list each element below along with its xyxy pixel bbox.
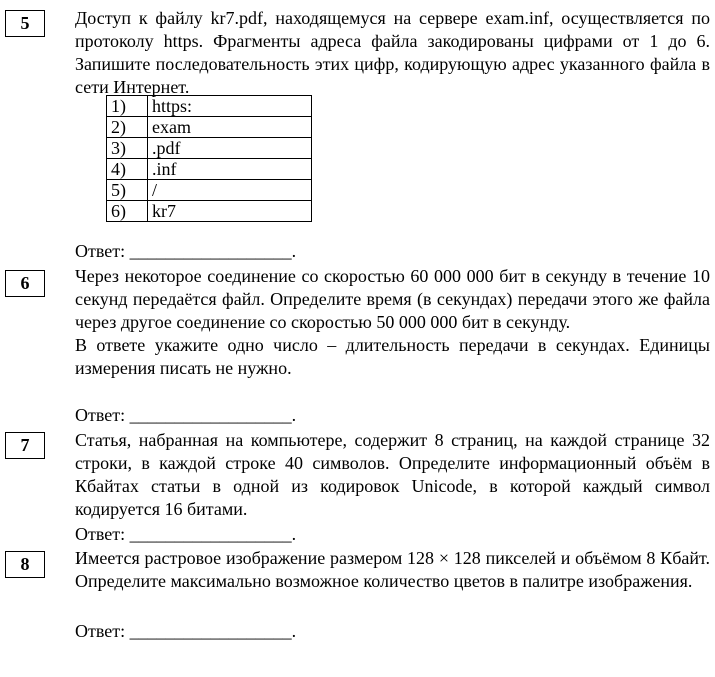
question-number-8: 8 bbox=[5, 551, 45, 578]
question-number-5: 5 bbox=[5, 10, 45, 37]
fragment-cell: / bbox=[148, 180, 312, 201]
code-cell: 5) bbox=[107, 180, 148, 201]
question-6-paragraph-1: Через некоторое соединение со скоростью 60 000 000 бит в секунду в течение 10 секунд передаётся файл. Определите время (в секундах) передачи этого же файла через другое соединение со скоростью 50 000 000 бит в секунду. bbox=[75, 266, 710, 332]
fragment-cell: kr7 bbox=[148, 201, 312, 222]
question-number-7: 7 bbox=[5, 432, 45, 459]
fragment-cell: .pdf bbox=[148, 138, 312, 159]
table-row bbox=[107, 117, 312, 138]
question-8-text: Имеется растровое изображение размером 128 × 128 пикселей и объёмом 8 Кбайт. Определите максимально возможное количество цветов в палитре изображения. bbox=[75, 548, 710, 591]
code-cell: 6) bbox=[107, 201, 148, 222]
fragment-cell: .inf bbox=[148, 159, 312, 180]
table-row bbox=[107, 201, 312, 222]
answer-line-7[interactable]: Ответ: __________________. bbox=[75, 524, 297, 544]
table-row bbox=[107, 180, 312, 201]
answer-line-8[interactable]: Ответ: __________________. bbox=[75, 621, 297, 641]
code-cell: 4) bbox=[107, 159, 148, 180]
table-row bbox=[107, 138, 312, 159]
fragment-cell: https: bbox=[148, 96, 312, 117]
code-cell: 2) bbox=[107, 117, 148, 138]
answer-line-5[interactable]: Ответ: __________________. bbox=[75, 241, 297, 261]
answer-line-6[interactable]: Ответ: __________________. bbox=[75, 405, 297, 425]
table-row bbox=[107, 96, 312, 117]
fragment-cell: exam bbox=[148, 117, 312, 138]
question-6-text bbox=[75, 265, 710, 380]
question-number-6: 6 bbox=[5, 270, 45, 297]
question-7-text: Статья, набранная на компьютере, содержит 8 страниц, на каждой странице 32 строки, в каждой строке 40 символов. Определите информационный объём в Кбайтах статьи в одной из кодировок Unicode, в которой каждый символ кодируется 16 битами. bbox=[75, 430, 710, 519]
question-6-paragraph-2: В ответе укажите одно число – длительность передачи в секундах. Единицы измерения писать не нужно. bbox=[75, 335, 710, 378]
code-cell: 3) bbox=[107, 138, 148, 159]
code-cell: 1) bbox=[107, 96, 148, 117]
question-5-text: Доступ к файлу kr7.pdf, находящемуся на сервере exam.inf, осуществляется по протоколу https. Фрагменты адреса файла закодированы цифрами от 1 до 6. Запишите последовательность этих цифр, кодирующую адрес указанного файла в сети Интернет. bbox=[75, 8, 710, 97]
code-table bbox=[106, 95, 312, 222]
table-row bbox=[107, 159, 312, 180]
